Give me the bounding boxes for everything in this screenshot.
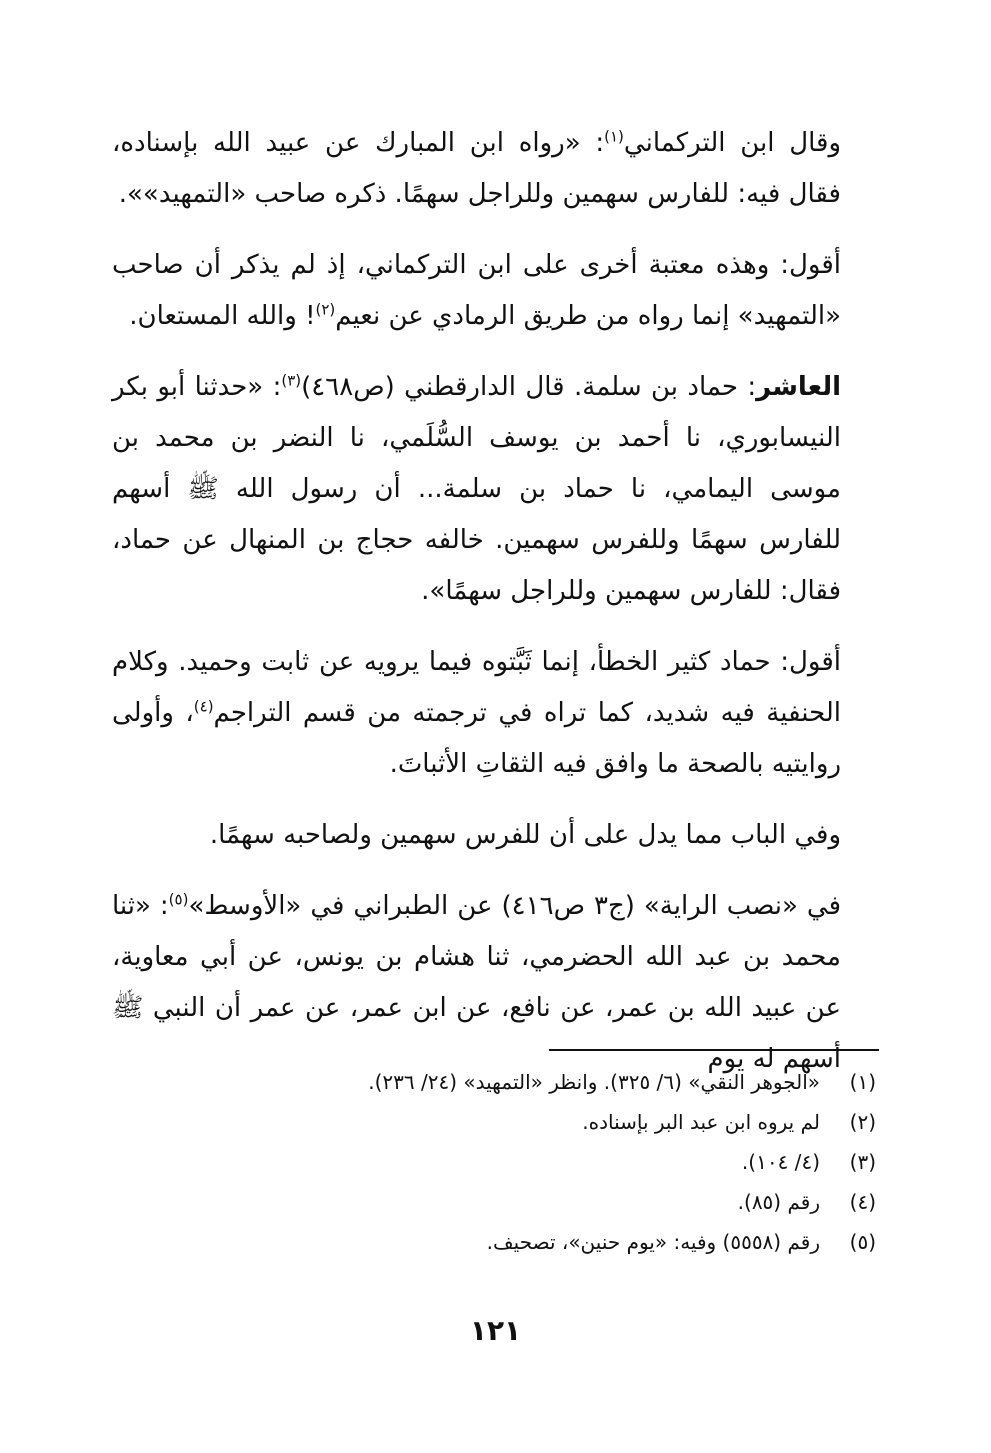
paragraph-2	[112, 240, 879, 342]
paragraph-text: أقول: حماد كثير الخطأ، إنما ثَبَّتوه فيما يرويه عن ثابت وحميد. وكلام الحنفية فيه شديد، كما تراه في ترجمته من قسم التراجم	[112, 647, 841, 728]
footnote	[112, 1102, 876, 1142]
paragraph-text: : «ثنا محمد بن عبد الله الحضرمي، ثنا هشام بن يونس، عن أبي معاوية، عن عبيد الله بن عمر، عن نافع، عن ابن عمر، عن عمر أن النبي ﷺ أسهم له يوم	[112, 891, 841, 1074]
footnote-ref[interactable]: (١)	[604, 127, 624, 146]
footnote-ref[interactable]: (٤)	[193, 697, 214, 716]
footnote-ref[interactable]: (٢)	[315, 300, 336, 319]
paragraph-4	[112, 637, 879, 790]
paragraph-6	[112, 881, 879, 1085]
footnote-number: (١)	[849, 1070, 876, 1094]
main-text	[112, 118, 879, 1105]
paragraph-text: ! والله المستعان.	[129, 301, 316, 331]
footnote-divider	[549, 1049, 879, 1051]
paragraph-3	[112, 362, 879, 617]
footnote	[112, 1142, 876, 1182]
footnote-number: (٤)	[849, 1190, 876, 1214]
paragraph-text: : حماد بن سلمة. قال الدارقطني (ص٤٦٨)	[301, 372, 757, 402]
paragraph-text: : «رواه ابن المبارك عن عبيد الله بإسناده، فقال فيه: للفارس سهمين وللراجل سهمًا. ذكره صاحب «التمهيد»».	[112, 128, 841, 209]
footnote-number: (٥)	[849, 1230, 876, 1254]
footnote-text: رقم (٨٥).	[737, 1190, 820, 1214]
paragraph-text: وفي الباب مما يدل على أن للفرس سهمين ولصاحبه سهمًا.	[209, 820, 841, 850]
paragraph-text: ، وأولى روايتيه بالصحة ما وافق فيه الثقاتِ الأثباتَ.	[112, 698, 841, 779]
footnote	[112, 1062, 876, 1102]
page-number: ١٢١	[469, 1314, 522, 1347]
paragraph-text: : «حدثنا أبو بكر النيسابوري، نا أحمد بن يوسف السُّلَمي، نا النضر بن محمد بن موسى اليمامي، نا حماد بن سلمة... أن رسول الله ﷺ أسهم للفارس سهمًا وللفرس سهمين. خالفه حجاج بن المنهال عن حماد، فقال: للفارس سهمين وللراجل سهمًا».	[112, 372, 841, 606]
footnote	[112, 1182, 876, 1222]
footnotes	[112, 1062, 876, 1262]
footnote-text: رقم (٥٥٥٨) وفيه: «يوم حنين»، تصحيف.	[486, 1230, 820, 1254]
footnote-number: (٣)	[849, 1150, 876, 1174]
paragraph-text: وقال ابن التركماني	[623, 128, 842, 158]
paragraph-lead: العاشر	[756, 372, 841, 402]
paragraph-text: أقول: وهذه معتبة أخرى على ابن التركماني، إذ لم يذكر أن صاحب «التمهيد» إنما رواه من طريق الرمادي عن نعيم	[112, 250, 841, 331]
footnote-number: (٢)	[849, 1110, 876, 1134]
footnote-text: (٤/ ١٠٤).	[741, 1150, 820, 1174]
footnote-ref[interactable]: (٥)	[168, 890, 189, 909]
paragraph-5	[112, 810, 879, 861]
footnote-ref[interactable]: (٣)	[281, 371, 302, 390]
paragraph-text: في «نصب الراية» (ج٣ ص٤١٦) عن الطبراني في «الأوسط»	[188, 891, 842, 921]
footnote-text: «الجوهر النقي» (٦/ ٣٢٥). وانظر «التمهيد» (٢٤/ ٢٣٦).	[368, 1070, 820, 1094]
footnote	[112, 1222, 876, 1262]
paragraph-1	[112, 118, 879, 220]
footnote-text: لم يروه ابن عبد البر بإسناده.	[582, 1110, 820, 1134]
